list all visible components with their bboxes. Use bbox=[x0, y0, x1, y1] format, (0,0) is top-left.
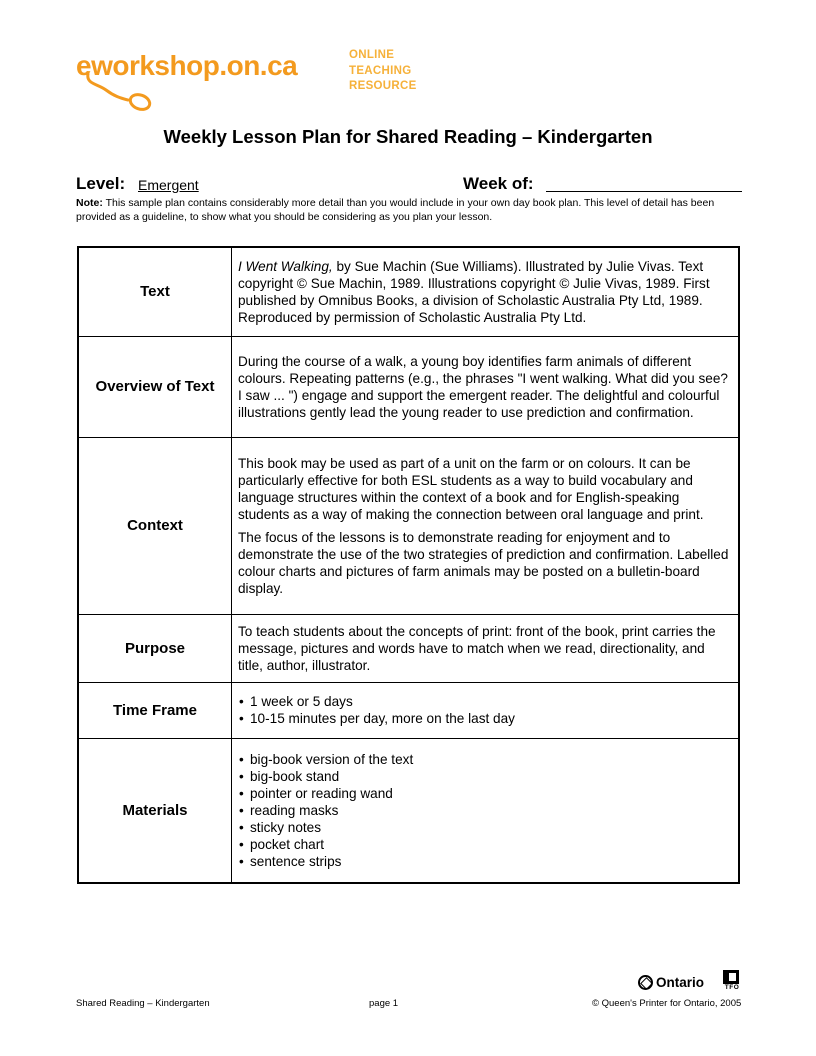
row-header: Time Frame bbox=[78, 682, 232, 738]
list-item: • big-book version of the text bbox=[238, 751, 730, 768]
note-label: Note: bbox=[76, 197, 103, 209]
level-value: Emergent bbox=[138, 177, 199, 193]
row-content bbox=[232, 682, 740, 738]
list-item: • 1 week or 5 days bbox=[238, 693, 730, 710]
ontario-logo bbox=[638, 975, 704, 990]
row-header: Overview of Text bbox=[78, 336, 232, 437]
text-description: by Sue Machin (Sue Williams). Illustrated by Julie Vivas. Text copyright © Sue Machin, 1989. Illustrations copyright © Julie Vivas, 1989. First published by Omnibus Books, a division of Scholastic Australia Pty Ltd, 1989. Reproduced by permission of Scholastic Australia Pty Ltd. bbox=[238, 258, 710, 325]
logo-tagline bbox=[349, 48, 417, 95]
note bbox=[76, 196, 746, 224]
table-row bbox=[78, 738, 739, 883]
materials-list bbox=[238, 751, 730, 870]
tagline-line: TEACHING bbox=[349, 64, 412, 77]
table-row bbox=[78, 336, 739, 437]
table-row bbox=[78, 682, 739, 738]
context-paragraph: This book may be used as part of a unit on the farm or on colours. It can be particularly effective for both ESL students as a way to build vocabulary and language structures within the context of a book and for English-speaking students as a way of making the connection between oral language and print. bbox=[238, 455, 704, 522]
lesson-plan-table bbox=[77, 246, 740, 884]
purpose-text: To teach students about the concepts of print: front of the book, print carries the message, pictures and words have to match when we read, directionality, and title, author, illustrator. bbox=[238, 623, 716, 673]
overview-text: During the course of a walk, a young boy identifies farm animals of different colours. Repeating patterns (e.g., the phrases "I went walking. What did you see? I saw ... ") engage and support the emergent reader. The delightful and colourful illustrations gently lead the young reader to use prediction and confirmation. bbox=[238, 353, 728, 420]
table-row bbox=[78, 614, 739, 682]
eworkshop-logo[interactable] bbox=[76, 44, 422, 112]
mouse-cord-icon bbox=[84, 72, 154, 114]
row-header: Context bbox=[78, 437, 232, 614]
row-header: Materials bbox=[78, 738, 232, 883]
row-header: Text bbox=[78, 247, 232, 336]
row-content bbox=[232, 738, 740, 883]
time-frame-list bbox=[238, 693, 730, 727]
context-paragraph: The focus of the lessons is to demonstrate reading for enjoyment and to demonstrate the use of the two strategies of prediction and confirmation. Labelled colour charts and pictures of farm animals may be posted on a bulletin-board display. bbox=[238, 529, 729, 596]
row-content bbox=[232, 247, 740, 336]
footer-page-number: page 1 bbox=[369, 998, 399, 1009]
tfo-logo bbox=[723, 970, 741, 992]
footer-copyright: © Queen's Printer for Ontario, 2005 bbox=[592, 998, 742, 1009]
tfo-text: TFO bbox=[724, 984, 740, 991]
ontario-wordmark: Ontario bbox=[656, 975, 705, 990]
logo-text: workshop.on.ca bbox=[91, 50, 298, 81]
row-content bbox=[232, 437, 740, 614]
table-row bbox=[78, 437, 739, 614]
book-title: I Went Walking, bbox=[238, 258, 333, 274]
list-item: • reading masks bbox=[238, 802, 730, 819]
list-item: • big-book stand bbox=[238, 768, 730, 785]
list-item: • sticky notes bbox=[238, 819, 730, 836]
logo-e: e bbox=[76, 50, 92, 81]
week-label: Week of: bbox=[463, 174, 534, 193]
row-header: Purpose bbox=[78, 614, 232, 682]
list-item: • pointer or reading wand bbox=[238, 785, 730, 802]
tfo-mark-icon bbox=[723, 970, 739, 984]
week-fill-line bbox=[546, 191, 742, 192]
list-item: • pocket chart bbox=[238, 836, 730, 853]
level-label: Level: bbox=[76, 174, 126, 193]
tagline-line: ONLINE bbox=[349, 49, 395, 61]
row-content bbox=[232, 614, 740, 682]
page-title: Weekly Lesson Plan for Shared Reading – Kindergarten bbox=[163, 126, 653, 147]
footer-left: Shared Reading – Kindergarten bbox=[76, 998, 210, 1009]
list-item: • sentence strips bbox=[238, 853, 730, 870]
list-item: • 10-15 minutes per day, more on the last day bbox=[238, 710, 730, 727]
note-text: This sample plan contains considerably more detail than you would include in your own day book plan. This level of detail has been provided as a guideline, to show what you should be considering as you plan your lesson. bbox=[76, 197, 715, 223]
table-row bbox=[78, 247, 739, 336]
trillium-icon bbox=[638, 975, 653, 990]
level-week-row bbox=[76, 174, 742, 196]
tagline-line: RESOURCE bbox=[349, 80, 417, 92]
row-content bbox=[232, 336, 740, 437]
